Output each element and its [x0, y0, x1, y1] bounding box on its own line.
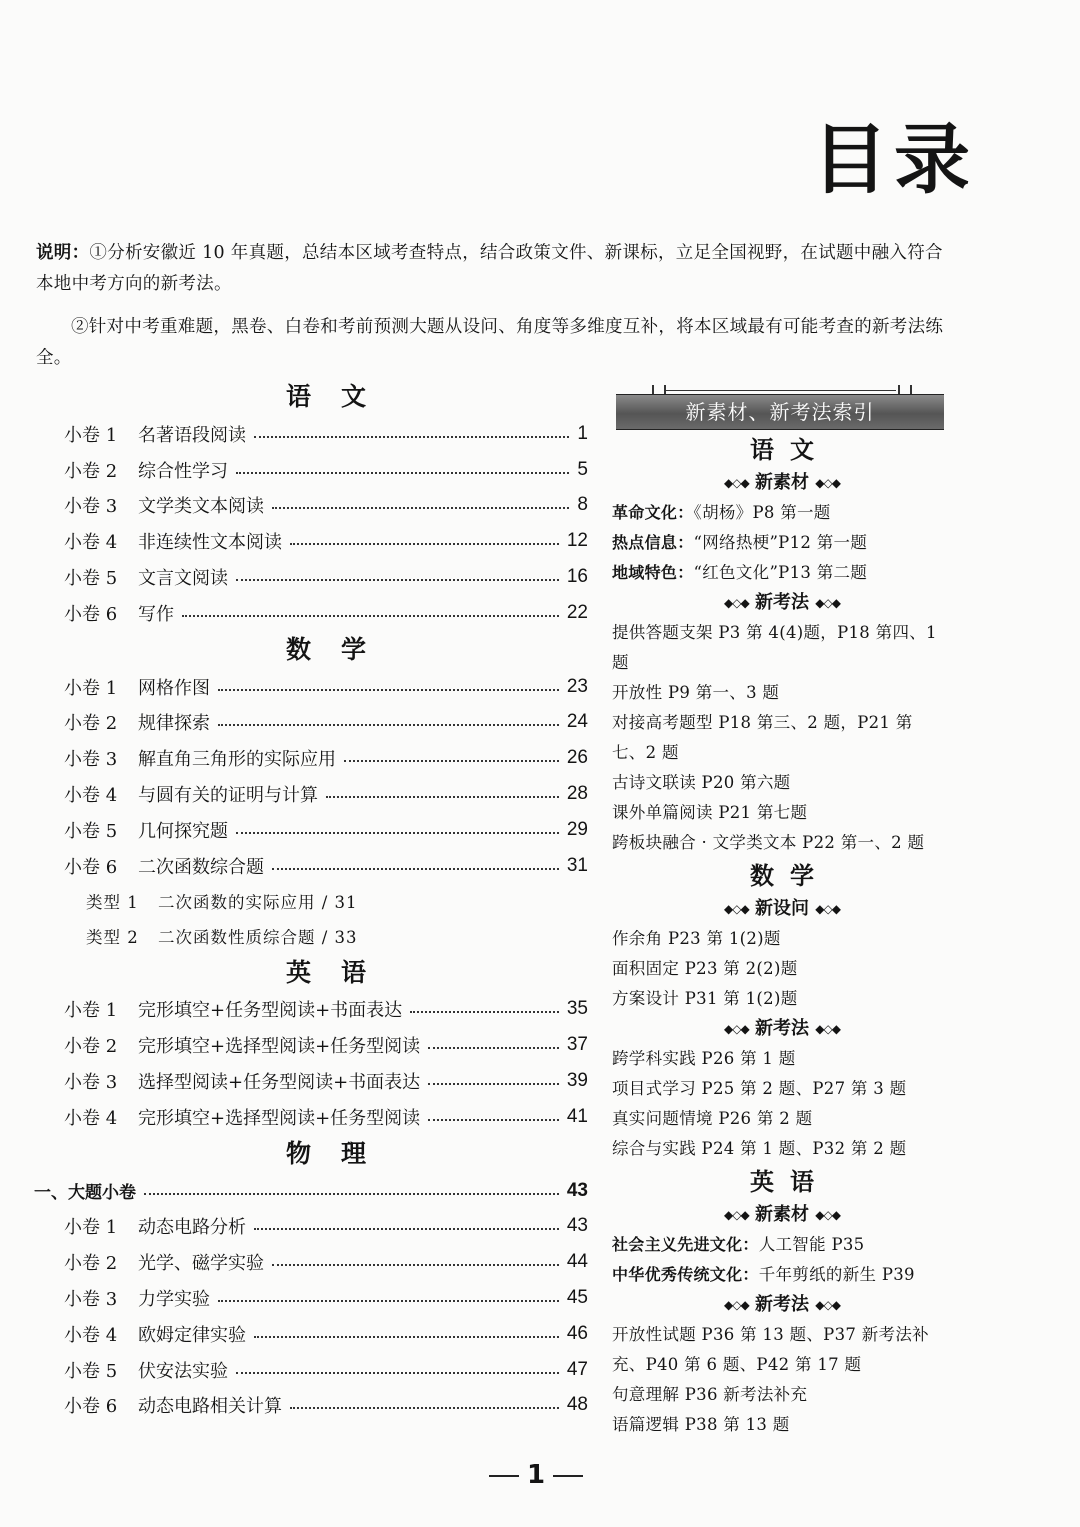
volume-title: 写作: [138, 603, 174, 625]
dot-leader: [272, 1264, 559, 1266]
volume-title: 伏安法实验: [138, 1360, 228, 1382]
toc-subrow[interactable]: [64, 884, 588, 919]
volume-title: 综合性学习: [138, 460, 228, 482]
index-item-text: 《胡杨》P8 第一题: [693, 503, 831, 522]
volume-title: 文学类文本阅读: [138, 496, 264, 518]
toc-row[interactable]: [64, 1027, 588, 1063]
dot-leader: [290, 543, 559, 545]
page-number: 43: [566, 1179, 588, 1201]
index-item[interactable]: 开放性试题 P36 第 13 题、P37 新考法补充、P40 第 6 题、P42 第 17 题: [612, 1325, 929, 1374]
volume-label: 小卷 2: [64, 1036, 118, 1058]
page-number: 12: [566, 530, 588, 552]
volume-title: 选择型阅读+任务型阅读+书面表达: [138, 1072, 421, 1094]
index-subheading: [612, 894, 952, 924]
page-number: 16: [566, 566, 588, 588]
volume-label: 小卷 4: [64, 532, 118, 554]
index-subheading: [612, 468, 952, 498]
dot-leader: [236, 472, 569, 474]
page-title: 目录: [812, 115, 976, 204]
toc-row[interactable]: [64, 559, 588, 595]
instructions: [36, 238, 951, 374]
page-number: 48: [566, 1394, 588, 1416]
volume-label: 小卷 1: [64, 1000, 118, 1022]
dot-leader: [290, 1407, 559, 1409]
volume-title: 几何探究题: [138, 820, 228, 842]
subheading-label: 新考法: [755, 1018, 809, 1039]
dot-leader: [144, 1193, 559, 1195]
diamond-icon: ◆◇◆: [724, 1022, 749, 1036]
toc-row[interactable]: [64, 416, 588, 452]
toc-row[interactable]: [64, 1280, 588, 1316]
diamond-icon: ◆◇◆: [724, 902, 749, 916]
banner-rule: [664, 390, 896, 391]
volume-title: 完形填空+任务型阅读+书面表达: [138, 1000, 403, 1022]
section-heading-english: 英语: [285, 957, 396, 987]
toc-row[interactable]: [64, 488, 588, 524]
volume-title: 动态电路相关计算: [138, 1396, 282, 1418]
instruction-label: 说明：: [36, 243, 90, 263]
section-heading-chinese: 语文: [285, 382, 396, 411]
index-item[interactable]: 提供答题支架 P3 第 4(4)题，P18 第四、1 题: [612, 623, 937, 672]
type-title: 二次函数性质综合题 / 33: [158, 928, 358, 948]
diamond-icon: ◆◇◆: [724, 1208, 749, 1222]
page-number: 37: [566, 1034, 588, 1056]
diamond-icon: ◆◇◆: [815, 1208, 840, 1222]
volume-label: 小卷 5: [64, 820, 118, 842]
index-item-text: “网络热梗”P12 第一题: [693, 533, 868, 552]
page-number: 41: [566, 1105, 588, 1127]
index-item[interactable]: 跨学科实践 P26 第 1 题: [612, 1049, 796, 1068]
index-banner-title: 新素材、新考法索引: [616, 394, 944, 430]
index-item[interactable]: 作余角 P23 第 1(2)题: [612, 929, 781, 948]
volume-label: 小卷 1: [64, 1217, 118, 1239]
index-subheading: [612, 1014, 952, 1044]
footer-page-number: 1: [526, 1460, 546, 1490]
page-number: 43: [566, 1215, 588, 1237]
index-item[interactable]: 古诗文联读 P20 第六题: [612, 773, 791, 792]
dot-leader: [344, 760, 559, 762]
toc-row[interactable]: [64, 1063, 588, 1099]
index-item[interactable]: 面积固定 P23 第 2(2)题: [612, 959, 798, 978]
diamond-icon: ◆◇◆: [815, 902, 840, 916]
dot-leader: [236, 1372, 559, 1374]
index-item-text: “红色文化”P13 第二题: [693, 563, 868, 582]
index-heading-english: 英语: [750, 1168, 830, 1196]
index-item[interactable]: 跨板块融合 · 文学类文本 P22 第一、2 题: [612, 833, 925, 852]
index-heading-math: 数学: [750, 862, 830, 890]
dot-leader: [236, 579, 559, 581]
dot-leader: [272, 507, 569, 509]
index-item[interactable]: 真实问题情境 P26 第 2 题: [612, 1109, 813, 1128]
diamond-icon: ◆◇◆: [815, 476, 840, 490]
footer-dash: [489, 1475, 519, 1477]
toc-row[interactable]: [64, 1388, 588, 1424]
footer-dash: [553, 1475, 583, 1477]
diamond-icon: ◆◇◆: [815, 1298, 840, 1312]
toc-row[interactable]: [64, 1099, 588, 1135]
index-item[interactable]: 语篇逻辑 P38 第 13 题: [612, 1415, 790, 1434]
volume-label: 小卷 6: [64, 603, 118, 625]
volume-label: 小卷 3: [64, 1289, 118, 1311]
volume-title: 名著语段阅读: [138, 424, 246, 446]
section-heading-physics: 物理: [285, 1138, 396, 1168]
volume-title: 力学实验: [138, 1289, 210, 1311]
toc-row[interactable]: [64, 452, 588, 488]
index-item-key: 地域特色：: [612, 563, 694, 582]
volume-label: 小卷 1: [64, 424, 118, 446]
part-title: 一、大题小卷: [34, 1183, 136, 1204]
toc-row[interactable]: [64, 595, 588, 631]
volume-title: 网格作图: [138, 677, 210, 699]
index-item-text: 人工智能 P35: [758, 1235, 865, 1254]
index-heading-chinese: 语文: [750, 436, 830, 464]
dot-leader: [254, 436, 569, 438]
index-subheading: [612, 1290, 952, 1320]
subheading-label: 新素材: [755, 472, 809, 493]
dot-leader: [428, 1119, 559, 1121]
index-item-key: 社会主义先进文化：: [612, 1235, 759, 1254]
toc-part-row[interactable]: [34, 1173, 588, 1209]
dot-leader: [218, 689, 559, 691]
toc-row[interactable]: [64, 705, 588, 741]
diamond-icon: ◆◇◆: [724, 1298, 749, 1312]
volume-label: 小卷 2: [64, 460, 118, 482]
volume-title: 完形填空+选择型阅读+任务型阅读: [138, 1107, 421, 1129]
volume-title: 文言文阅读: [138, 568, 228, 590]
toc-row[interactable]: [64, 812, 588, 848]
page-number: 47: [566, 1358, 588, 1380]
subheading-label: 新素材: [755, 1204, 809, 1225]
volume-label: 小卷 1: [64, 677, 118, 699]
volume-title: 二次函数综合题: [138, 856, 264, 878]
index-item[interactable]: 课外单篇阅读 P21 第七题: [612, 803, 808, 822]
index-item[interactable]: 开放性 P9 第一、3 题: [612, 683, 780, 702]
index-item[interactable]: [612, 1260, 952, 1290]
instruction-2: ②针对中考重难题，黑卷、白卷和考前预测大题从设问、角度等多维度互补，将本区域最有可能考查的新考法练全。: [36, 317, 944, 368]
type-label: 类型 2: [86, 928, 139, 948]
index-item-key: 中华优秀传统文化：: [612, 1265, 759, 1284]
volume-label: 小卷 5: [64, 1360, 118, 1382]
toc-row[interactable]: [64, 523, 588, 559]
toc-row[interactable]: [64, 992, 588, 1028]
index-item-key: 革命文化：: [612, 503, 694, 522]
volume-title: 完形填空+选择型阅读+任务型阅读: [138, 1036, 421, 1058]
volume-label: 小卷 5: [64, 568, 118, 590]
page-number: 8: [577, 494, 588, 516]
page-number: 39: [566, 1070, 588, 1092]
page-number: 23: [566, 675, 588, 697]
index-item[interactable]: 对接高考题型 P18 第三、2 题，P21 第七、2 题: [612, 713, 913, 762]
index-item[interactable]: 项目式学习 P25 第 2 题、P27 第 3 题: [612, 1079, 907, 1098]
page-number: 5: [577, 458, 588, 480]
diamond-icon: ◆◇◆: [724, 476, 749, 490]
dot-leader: [254, 1228, 559, 1230]
index-item[interactable]: [612, 528, 952, 558]
index-item-text: 千年剪纸的新生 P39: [758, 1265, 915, 1284]
diamond-icon: ◆◇◆: [724, 596, 749, 610]
subheading-label: 新设问: [755, 898, 809, 919]
toc-row[interactable]: [64, 1316, 588, 1352]
volume-label: 小卷 4: [64, 1324, 118, 1346]
volume-title: 解直角三角形的实际应用: [138, 749, 336, 771]
type-label: 类型 1: [86, 893, 139, 913]
volume-title: 光学、磁学实验: [138, 1253, 264, 1275]
toc-row[interactable]: [64, 1209, 588, 1245]
page-number: 26: [566, 747, 588, 769]
toc-row[interactable]: [64, 1244, 588, 1280]
toc-row[interactable]: [64, 669, 588, 705]
index-item[interactable]: 方案设计 P31 第 1(2)题: [612, 989, 798, 1008]
diamond-icon: ◆◇◆: [815, 596, 840, 610]
page-number: 22: [566, 601, 588, 623]
page-number: 44: [566, 1251, 588, 1273]
instruction-1: [36, 238, 951, 300]
toc-row[interactable]: [64, 776, 588, 812]
volume-title: 非连续性文本阅读: [138, 532, 282, 554]
dot-leader: [236, 832, 559, 834]
volume-label: 小卷 2: [64, 1253, 118, 1275]
toc-row[interactable]: [64, 848, 588, 884]
index-banner: [616, 382, 944, 432]
volume-label: 小卷 4: [64, 785, 118, 807]
dot-leader: [218, 724, 559, 726]
index-item-key: 热点信息：: [612, 533, 694, 552]
index-subheading: [612, 1200, 952, 1230]
volume-label: 小卷 3: [64, 496, 118, 518]
dot-leader: [272, 868, 559, 870]
volume-title: 与圆有关的证明与计算: [138, 785, 318, 807]
dot-leader: [218, 1300, 559, 1302]
page-number: 46: [566, 1322, 588, 1344]
page-number: 29: [566, 818, 588, 840]
toc-row[interactable]: [64, 740, 588, 776]
type-title: 二次函数的实际应用 / 31: [158, 893, 358, 913]
index-subheading: [612, 588, 952, 618]
page-number: 45: [566, 1287, 588, 1309]
index-column: [612, 382, 952, 1440]
index-item[interactable]: 综合与实践 P24 第 1 题、P32 第 2 题: [612, 1139, 907, 1158]
dot-leader: [182, 615, 559, 617]
page-number: 1: [577, 422, 588, 444]
index-item[interactable]: [612, 1230, 952, 1260]
toc-row[interactable]: [64, 1352, 588, 1388]
page-number: 35: [566, 998, 588, 1020]
dot-leader: [254, 1336, 559, 1338]
dot-leader: [410, 1011, 559, 1013]
dot-leader: [428, 1047, 559, 1049]
toc-column: [34, 378, 588, 1423]
volume-label: 小卷 2: [64, 713, 118, 735]
volume-label: 小卷 6: [64, 856, 118, 878]
volume-title: 欧姆定律实验: [138, 1324, 246, 1346]
volume-label: 小卷 3: [64, 749, 118, 771]
index-item[interactable]: [612, 498, 952, 528]
instruction-1-text: ①分析安徽近 10 年真题，总结本区域考查特点，结合政策文件、新课标，立足全国视野，在试题中融入符合本地中考方向的新考法。: [36, 243, 943, 294]
volume-label: 小卷 3: [64, 1072, 118, 1094]
subheading-label: 新考法: [755, 1294, 809, 1315]
volume-title: 动态电路分析: [138, 1217, 246, 1239]
subheading-label: 新考法: [755, 592, 809, 613]
page-number: 28: [566, 783, 588, 805]
volume-label: 小卷 4: [64, 1107, 118, 1129]
volume-title: 规律探索: [138, 713, 210, 735]
index-item[interactable]: 句意理解 P36 新考法补充: [612, 1385, 808, 1404]
page-number: 31: [566, 854, 588, 876]
page-footer: [446, 1460, 626, 1490]
toc-subrow[interactable]: [64, 919, 588, 954]
page-number: 24: [566, 711, 588, 733]
dot-leader: [326, 796, 559, 798]
section-heading-math: 数学: [285, 634, 396, 664]
index-item[interactable]: [612, 558, 952, 588]
diamond-icon: ◆◇◆: [815, 1022, 840, 1036]
dot-leader: [428, 1083, 559, 1085]
volume-label: 小卷 6: [64, 1396, 118, 1418]
